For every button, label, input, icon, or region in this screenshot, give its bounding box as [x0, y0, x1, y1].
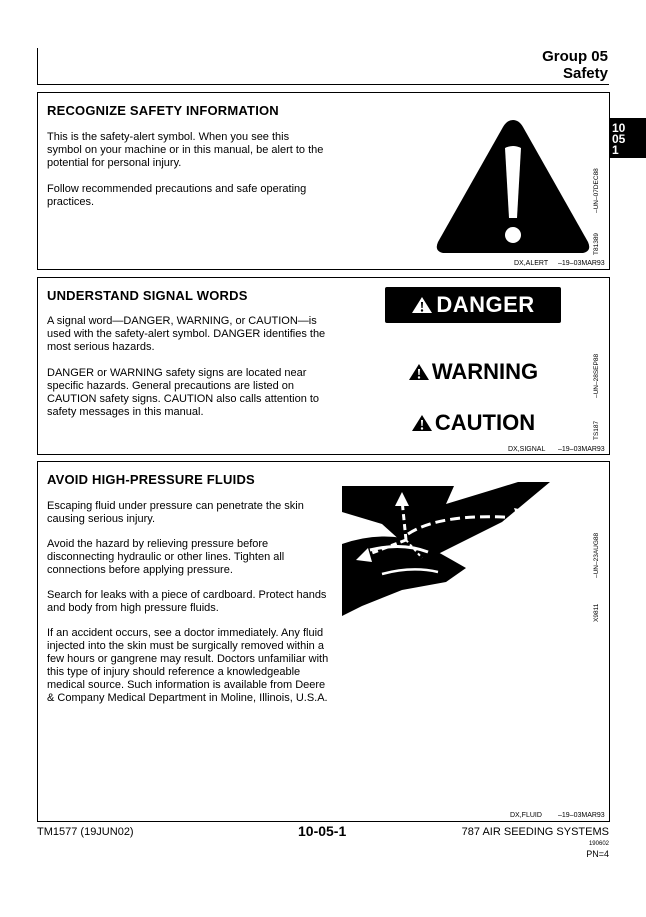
tab-line-3: 1 — [612, 143, 619, 157]
side-code: –UN–28SEP88 — [593, 353, 600, 398]
side-id: X9811 — [593, 603, 600, 622]
footer-code: 190602 — [588, 841, 609, 847]
header-rule-bottom — [37, 84, 609, 85]
ref-date: –19–03MAR93 — [558, 446, 605, 453]
group-label: Group 05 — [542, 48, 608, 65]
page-number: 10-05-1 — [298, 823, 347, 839]
page-header — [542, 48, 608, 82]
tab-line-1: 10 — [612, 121, 626, 135]
section-tab — [610, 118, 646, 158]
alert-triangle-icon — [408, 363, 430, 381]
paragraph: If an accident occurs, see a doctor immediately. Any fluid injected into the skin must be surgically removed within a few hours or gangrene may result. Doctors unfamiliar with this type of injury should reference a knowledgeable medical source. Such information is available from Deere & Company Medical Department in Moline, Illinois, U.S.A. — [47, 627, 329, 704]
section-title: UNDERSTAND SIGNAL WORDS — [47, 288, 248, 303]
section-label: Safety — [562, 65, 608, 82]
manual-number: TM1577 (19JUN02) — [37, 826, 134, 838]
danger-sign — [385, 287, 561, 323]
side-id: TS187 — [593, 420, 600, 440]
paragraph: DANGER or WARNING safety signs are located near specific hazards. General precautions are listed on CAUTION safety signs. CAUTION also calls attention to safety messages in this manual. — [47, 367, 320, 418]
alert-triangle-icon — [411, 296, 433, 314]
side-code: –UN–07DEC88 — [593, 168, 600, 213]
product-name: 787 AIR SEEDING SYSTEMS — [461, 826, 609, 838]
header-rule-left — [37, 48, 38, 85]
ref-date: –19–03MAR93 — [558, 812, 605, 819]
section-high-pressure-fluids — [37, 461, 610, 822]
high-pressure-leak-illustration — [342, 482, 562, 627]
paragraph: Follow recommended precautions and safe operating practices. — [47, 183, 307, 208]
paragraph: Avoid the hazard by relieving pressure before disconnecting hydraulic or other lines. Tighten all connections before applying pressure. — [47, 538, 285, 576]
side-code: –UN–23AUG88 — [593, 532, 600, 578]
paragraph: Search for leaks with a piece of cardboard. Protect hands and body from high pressure fluids. — [47, 589, 327, 614]
tab-line-2: 05 — [612, 132, 626, 146]
paragraph: A signal word—DANGER, WARNING, or CAUTION—is used with the safety-alert symbol. DANGER identifies the most serious hazards. — [47, 315, 326, 353]
section-title: RECOGNIZE SAFETY INFORMATION — [47, 103, 279, 118]
warning-sign — [385, 358, 561, 386]
ref-code: DX,SIGNAL — [508, 446, 546, 453]
caution-sign — [385, 409, 561, 437]
paragraph: Escaping fluid under pressure can penetrate the skin causing serious injury. — [47, 500, 304, 525]
section-signal-words — [37, 277, 610, 455]
section-title: AVOID HIGH-PRESSURE FLUIDS — [47, 472, 255, 487]
ref-date: –19–03MAR93 — [558, 260, 605, 267]
warning-label: WARNING — [431, 359, 539, 384]
footer-pn: PN=4 — [586, 849, 609, 859]
ref-code: DX,FLUID — [510, 812, 542, 819]
section-recognize-safety — [37, 92, 610, 270]
paragraph: This is the safety-alert symbol. When you see this symbol on your machine or in this manual, be alert to the potential for personal injury. — [47, 131, 324, 169]
danger-label: DANGER — [436, 292, 535, 317]
ref-code: DX,ALERT — [514, 260, 549, 267]
caution-label: CAUTION — [434, 410, 536, 435]
safety-alert-triangle-icon — [433, 114, 593, 259]
alert-triangle-icon — [411, 414, 433, 432]
side-id: T81389 — [593, 232, 600, 255]
